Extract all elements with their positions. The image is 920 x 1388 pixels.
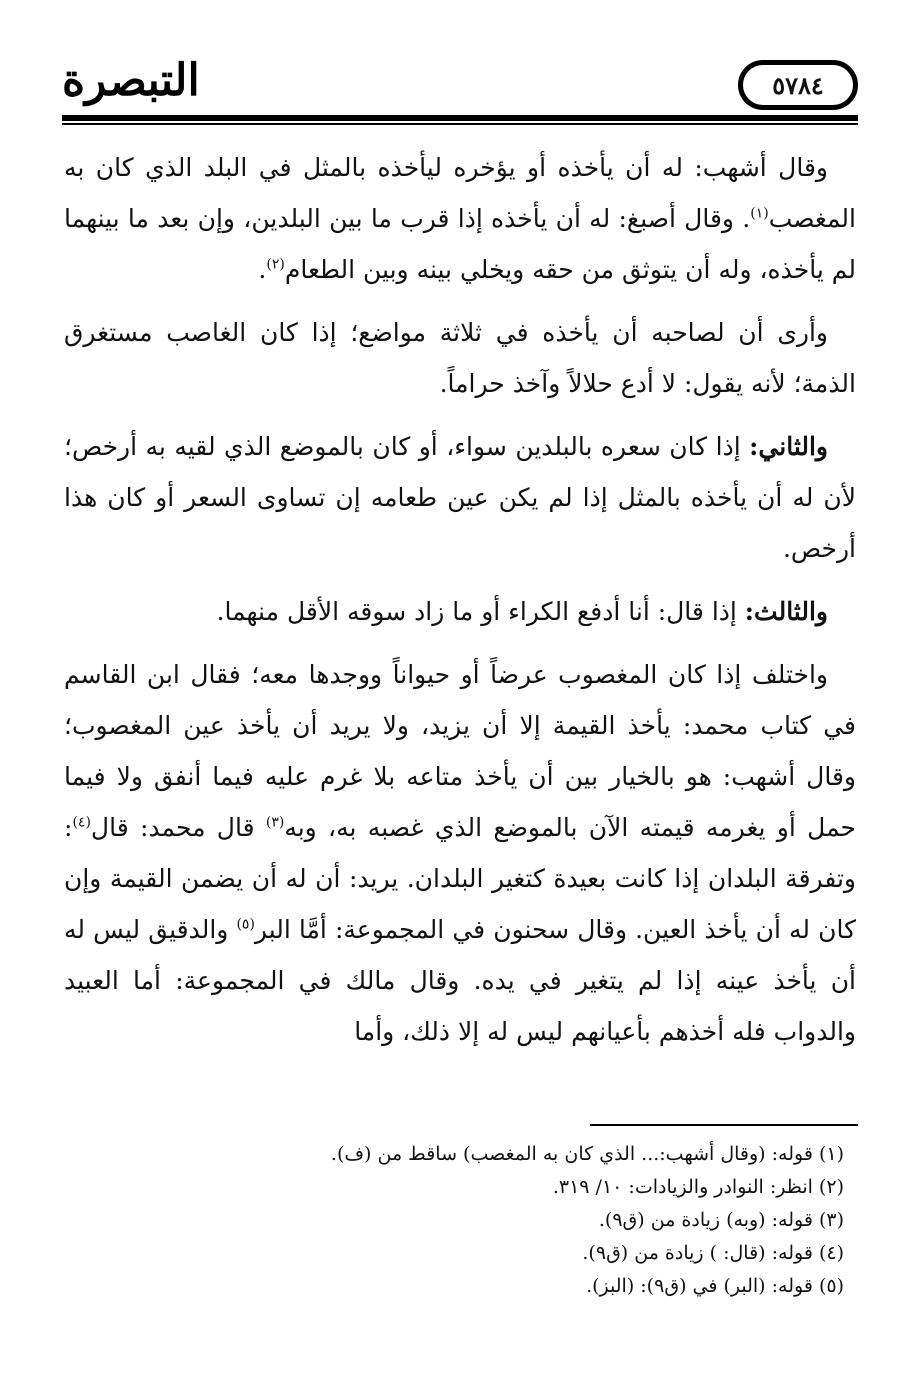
text-run: . [258,255,267,284]
footnote-ref-1: (١) [750,205,769,222]
footnotes [64,1138,856,1303]
book-title: التبصرة [62,55,200,106]
text-run: . وقال أصبغ: له أن يأخذه إذا قرب ما بين البلدين، وإن بعد ما بينهما لم يأخذه، وله أن يتوثق من حقه ويخلي بينه وبين الطعام [64,204,856,284]
paragraph-1 [64,142,856,295]
footnote-separator [590,1124,858,1126]
footnote-4: (٤) قوله: (قال: ) زيادة من (ق٩). [582,1242,844,1264]
paragraph-3 [64,421,856,574]
footnote-2: (٢) انظر: النوادر والزيادات: ١٠/ ٣١٩. [552,1176,844,1198]
page-number: ٥٧٨٤ [772,70,824,100]
paragraph-lead: والثاني: [749,432,828,461]
paragraph-4 [64,586,856,637]
text-run: وقال أشهب: له أن يأخذه أو يؤخره ليأخذه بالمثل في البلد الذي كان به المغصب [64,153,856,233]
footnote-ref-5: (٥) [236,916,255,933]
main-text [64,142,856,1069]
footnote-ref-3: (٣) [265,814,285,831]
footnote-ref-4: (٤) [72,814,91,831]
paragraph-2: وأرى أن لصاحبه أن يأخذه في ثلاثة مواضع؛ إذا كان الغاصب مستغرق الذمة؛ لأنه يقول: لا أدع حلالاً وآخذ حراماً. [64,318,856,398]
page-header [62,48,858,124]
text-run: : وتفرقة البلدان إذا كانت بعيدة كتغير البلدان. يريد: أن له أن يضمن القيمة وإن كان له أن يأخذ العين. وقال سحنون في المجموعة: أمَّا البر [64,813,857,944]
text-run: إذا كان سعره بالبلدين سواء، أو كان بالموضع الذي لقيه به أرخص؛ لأن له أن يأخذه بالمثل إذا لم يكن عين طعامه إن تساوى السعر أو كان هذا أرخص. [64,432,856,563]
footnote-1: (١) قوله: (وقال أشهب:... الذي كان به المغصب) ساقط من (ف). [330,1143,844,1165]
paragraph-lead: والثالث: [744,597,828,626]
footnote-5: (٥) قوله: (البر) في (ق٩): (البز). [586,1275,844,1297]
page-number-badge [738,60,858,110]
footnote-ref-2: (٢) [266,256,285,273]
header-rule [62,115,858,121]
text-run: قال محمد: قال [90,813,266,842]
text-run: إذا قال: أنا أدفع الكراء أو ما زاد سوقه الأقل منهما. [216,597,745,626]
footnote-3: (٣) قوله: (وبه) زيادة من (ق٩). [598,1209,844,1231]
text-run: والدقيق ليس له أن يأخذ عينه إذا لم يتغير في يده. وقال مالك في المجموعة: أما العبيد والدواب فله أخذهم بأعيانهم ليس له إلا ذلك، وأما [64,915,856,1046]
text-run: واختلف إذا كان المغصوب عرضاً أو حيواناً ووجدها معه؛ فقال ابن القاسم في كتاب محمد: يأخذ القيمة إلا أن يزيد، ولا يريد أن يأخذ عين المغصوب؛ وقال أشهب: هو بالخيار بين أن يأخذ متاعه بلا غرم عليه فيما أنفق ولا فيما حمل أو يغرمه قيمته الآن بالموضع الذي غصبه به، وبه [64,660,856,842]
paragraph-5 [64,649,856,1057]
header-rule-thin [62,123,858,125]
